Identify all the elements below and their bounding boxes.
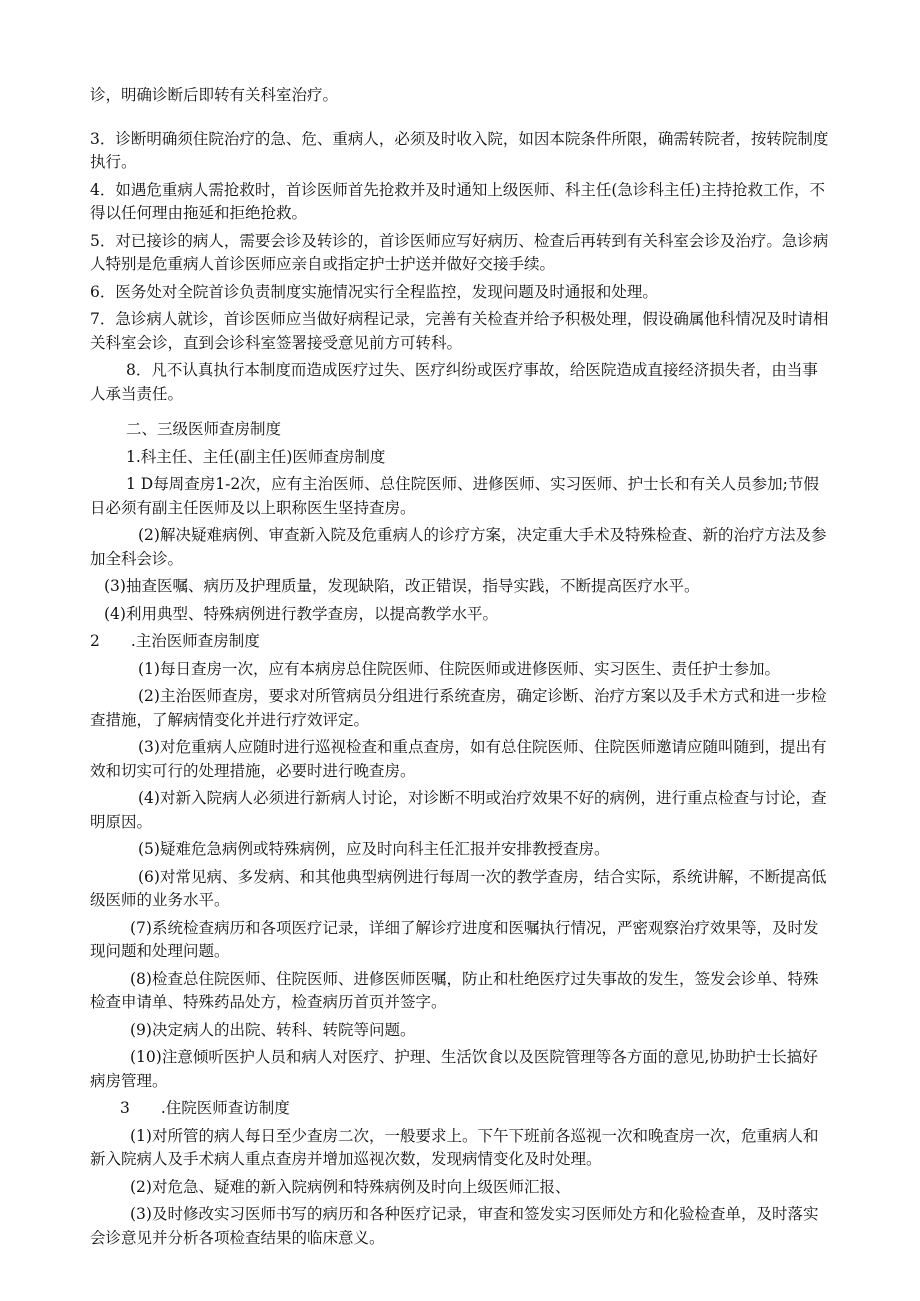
section-heading: 二、三级医师查房制度 [126,420,282,438]
paragraph-2-8: (8)检查总住院医师、住院医师、进修医师医嘱，防止和杜绝医疗过失事故的发生，签发会诊单、特殊检查申请单、特殊药品处方，检查病历首页并签字。 [90,969,819,1011]
subsection-heading-2: 2 .主治医师查房制度 [90,632,260,650]
paragraph-item-8: 8．凡不认真执行本制度而造成医疗过失、医疗纠纷或医疗事故，给医院造成直接经济损失者，由当事人承当责任。 [90,361,818,403]
paragraph-item-4: 4．如遇危重病人需抢救时，首诊医师首先抢救并及时通知上级医师、科主任(急诊科主任)主持抢救工作，不得以任何理由拖延和拒绝抢救。 [90,180,825,222]
paragraph-3-1: (1)对所管的病人每日至少查房二次，一般要求上。下午下班前各巡视一次和晚查房一次，危重病人和新入院病人及手术病人重点查房并增加巡视次数，发现病情变化及时处理。 [90,1126,819,1168]
subsection-heading-3: 3 .住院医师查访制度 [120,1099,290,1117]
paragraph-1-4: (4)利用典型、特殊病例进行教学查房，以提高教学水平。 [104,604,498,623]
paragraph-2-10: (10)注意倾听医护人员和病人对医疗、护理、生活饮食以及医院管理等各方面的意见,协助护士长搞好病房管理。 [90,1048,818,1090]
paragraph-2-4: (4)对新入院病人必须进行新病人讨论，对诊断不明或治疗效果不好的病例，进行重点检查与讨论，查明原因。 [90,789,827,831]
subsection-heading-1: 1.科主任、主任(副主任)医师查房制度 [126,447,386,466]
paragraph-1-2: (2)解决疑难病例、审查新入院及危重病人的诊疗方案，决定重大手术及特殊检查、新的治疗方法及参加全科会诊。 [90,526,827,568]
paragraph-item-6: 6．医务处对全院首诊负责制度实施情况实行全程监控，发现问题及时通报和处理。 [90,282,658,301]
paragraph-2-9: (9)决定病人的出院、转科、转院等问题。 [130,1020,416,1039]
paragraph-item-3: 3．诊断明确须住院治疗的急、危、重病人，必须及时收入院，如因本院条件所限，确需转院者，按转院制度执行。 [90,129,829,171]
paragraph-continuation: 诊，明确诊断后即转有关科室治疗。 [90,86,339,104]
paragraph-2-2: (2)主治医师查房，要求对所管病员分组进行系统查房，确定诊断、治疗方案以及手术方式和进一步检查措施，了解病情变化并进行疗效评定。 [90,687,827,729]
paragraph-item-5: 5．对已接诊的病人，需要会诊及转诊的，首诊医师应写好病历、检查后再转到有关科室会诊及治疗。急诊病人特别是危重病人首诊医师应亲自或指定护士护送并做好交接手续。 [90,231,829,273]
paragraph-1-3: (3)抽查医嘱、病历及护理质量，发现缺陷，改正错误，指导实践，不断提高医疗水平。 [104,577,700,595]
paragraph-2-3: (3)对危重病人应随时进行巡视检查和重点查房，如有总住院医师、住院医师邀请应随叫随到，提出有效和切实可行的处理措施，必要时进行晚查房。 [90,738,827,780]
paragraph-3-2: (2)对危急、疑难的新入院病例和特殊病例及时向上级医师汇报、 [130,1177,571,1196]
paragraph-item-7: 7．急诊病人就诊，首诊医师应当做好病程记录，完善有关检查并给予积极处理，假设确属他科情况及时请相关科室会诊，直到会诊科室签署接受意见前方可转科。 [90,310,829,352]
paragraph-1-1: 1 D每周查房1-2次，应有主治医师、总住院医师、进修医师、实习医师、护士长和有关人员参加;节假日必须有副主任医师及以上职称医生坚持查房。 [90,475,819,517]
paragraph-2-1: (1)每日查房一次，应有本病房总住院医师、住院医师或进修医师、实习医生、责任护士参加。 [138,659,780,678]
document-body [0,84,920,1250]
paragraph-2-6: (6)对常见病、多发病、和其他典型病例进行每周一次的教学查房，结合实际，系统讲解，不断提高低级医师的业务水平。 [90,867,827,909]
paragraph-3-3: (3)及时修改实习医师书写的病历和各种医疗记录，审查和签发实习医师处方和化验检查单，及时落实会诊意见并分析各项检查结果的临床意义。 [90,1205,819,1247]
paragraph-2-5: (5)疑难危急病例或特殊病例，应及时向科主任汇报并安排教授查房。 [138,840,610,858]
paragraph-2-7: (7)系统检查病历和各项医疗记录，详细了解诊疗进度和医嘱执行情况，严密观察治疗效果等，及时发现问题和处理问题。 [90,918,819,960]
